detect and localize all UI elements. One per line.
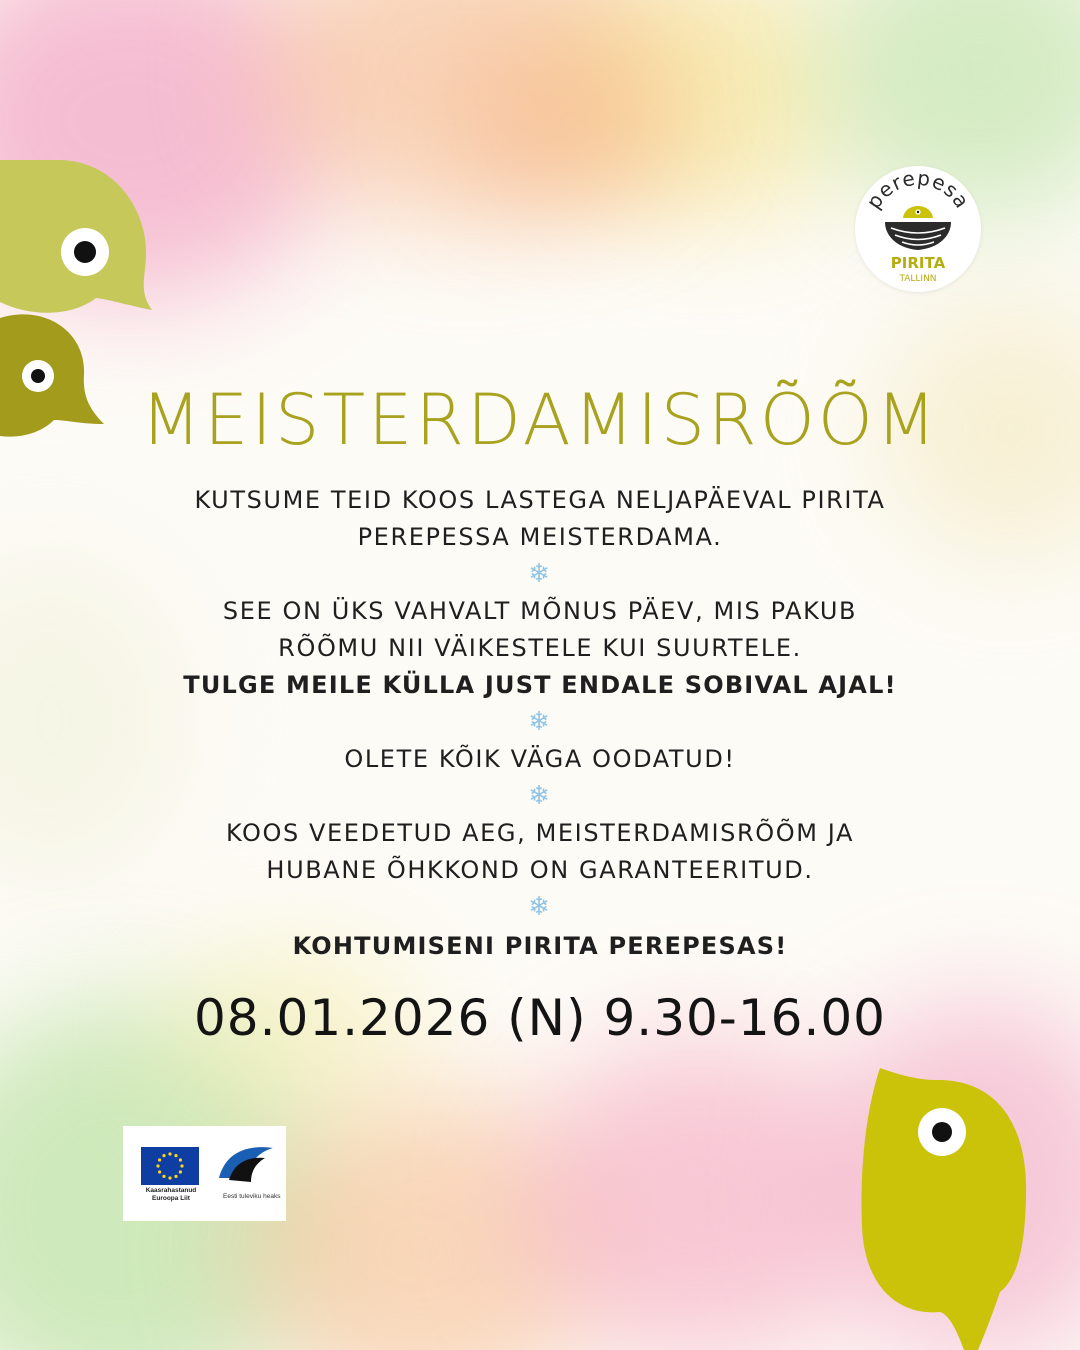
paragraph-guarantee-line-1: KOOS VEEDETUD AEG, MEISTERDAMISRÕÕM JA	[225, 819, 855, 847]
eu-flag-icon	[141, 1147, 199, 1185]
snowflake-icon: ❄	[528, 781, 552, 811]
paragraph-day-line-2: RÕÕMU NII VÄIKESTELE KUI SUURTELE.	[278, 634, 802, 662]
bird-illustration-bottom-right	[858, 1066, 1030, 1350]
logo-word: perepesa	[861, 166, 975, 214]
event-title: MEISTERDAMISRÕÕM	[140, 379, 940, 461]
logo-city: TALLINN	[899, 274, 937, 284]
snowflake-icon: ❄	[528, 707, 552, 737]
paragraph-day-line-1: SEE ON ÜKS VAHVALT MÕNUS PÄEV, MIS PAKUB	[222, 597, 858, 625]
paragraph-invite-line-1: KUTSUME TEID KOOS LASTEGA NELJAPÄEVAL PIRITA	[194, 486, 886, 514]
paragraph-welcome: OLETE KÕIK VÄGA OODATUD!	[344, 745, 736, 773]
snowflake-icon: ❄	[528, 559, 552, 589]
perepesa-pirita-logo	[855, 166, 981, 292]
ee-caption: Eesti tuleviku heaks	[223, 1193, 281, 1200]
logo-graphic	[855, 166, 981, 292]
snowflake-icon: ❄	[528, 892, 552, 922]
eu-caption: Kaasrahastanud Euroopa Liit	[145, 1187, 197, 1202]
paragraph-invite-line-2: PEREPESSA MEISTERDAMA.	[357, 523, 723, 551]
paragraph-guarantee-line-2: HUBANE ÕHKKOND ON GARANTEERITUD.	[266, 856, 814, 884]
paragraph-see-you-bold: KOHTUMISENI PIRITA PEREPESAS!	[292, 932, 788, 960]
event-date-time: 08.01.2026 (N) 9.30-16.00	[194, 989, 886, 1047]
bird-illustration-top-left	[0, 160, 160, 320]
svg-text:perepesa	[861, 166, 974, 213]
logo-location: PIRITA	[890, 254, 946, 272]
funder-logos	[123, 1126, 286, 1221]
estonia-bird-icon	[215, 1142, 277, 1192]
paragraph-visit-bold: TULGE MEILE KÜLLA JUST ENDALE SOBIVAL AJAL!	[183, 671, 897, 699]
event-description	[90, 482, 990, 965]
